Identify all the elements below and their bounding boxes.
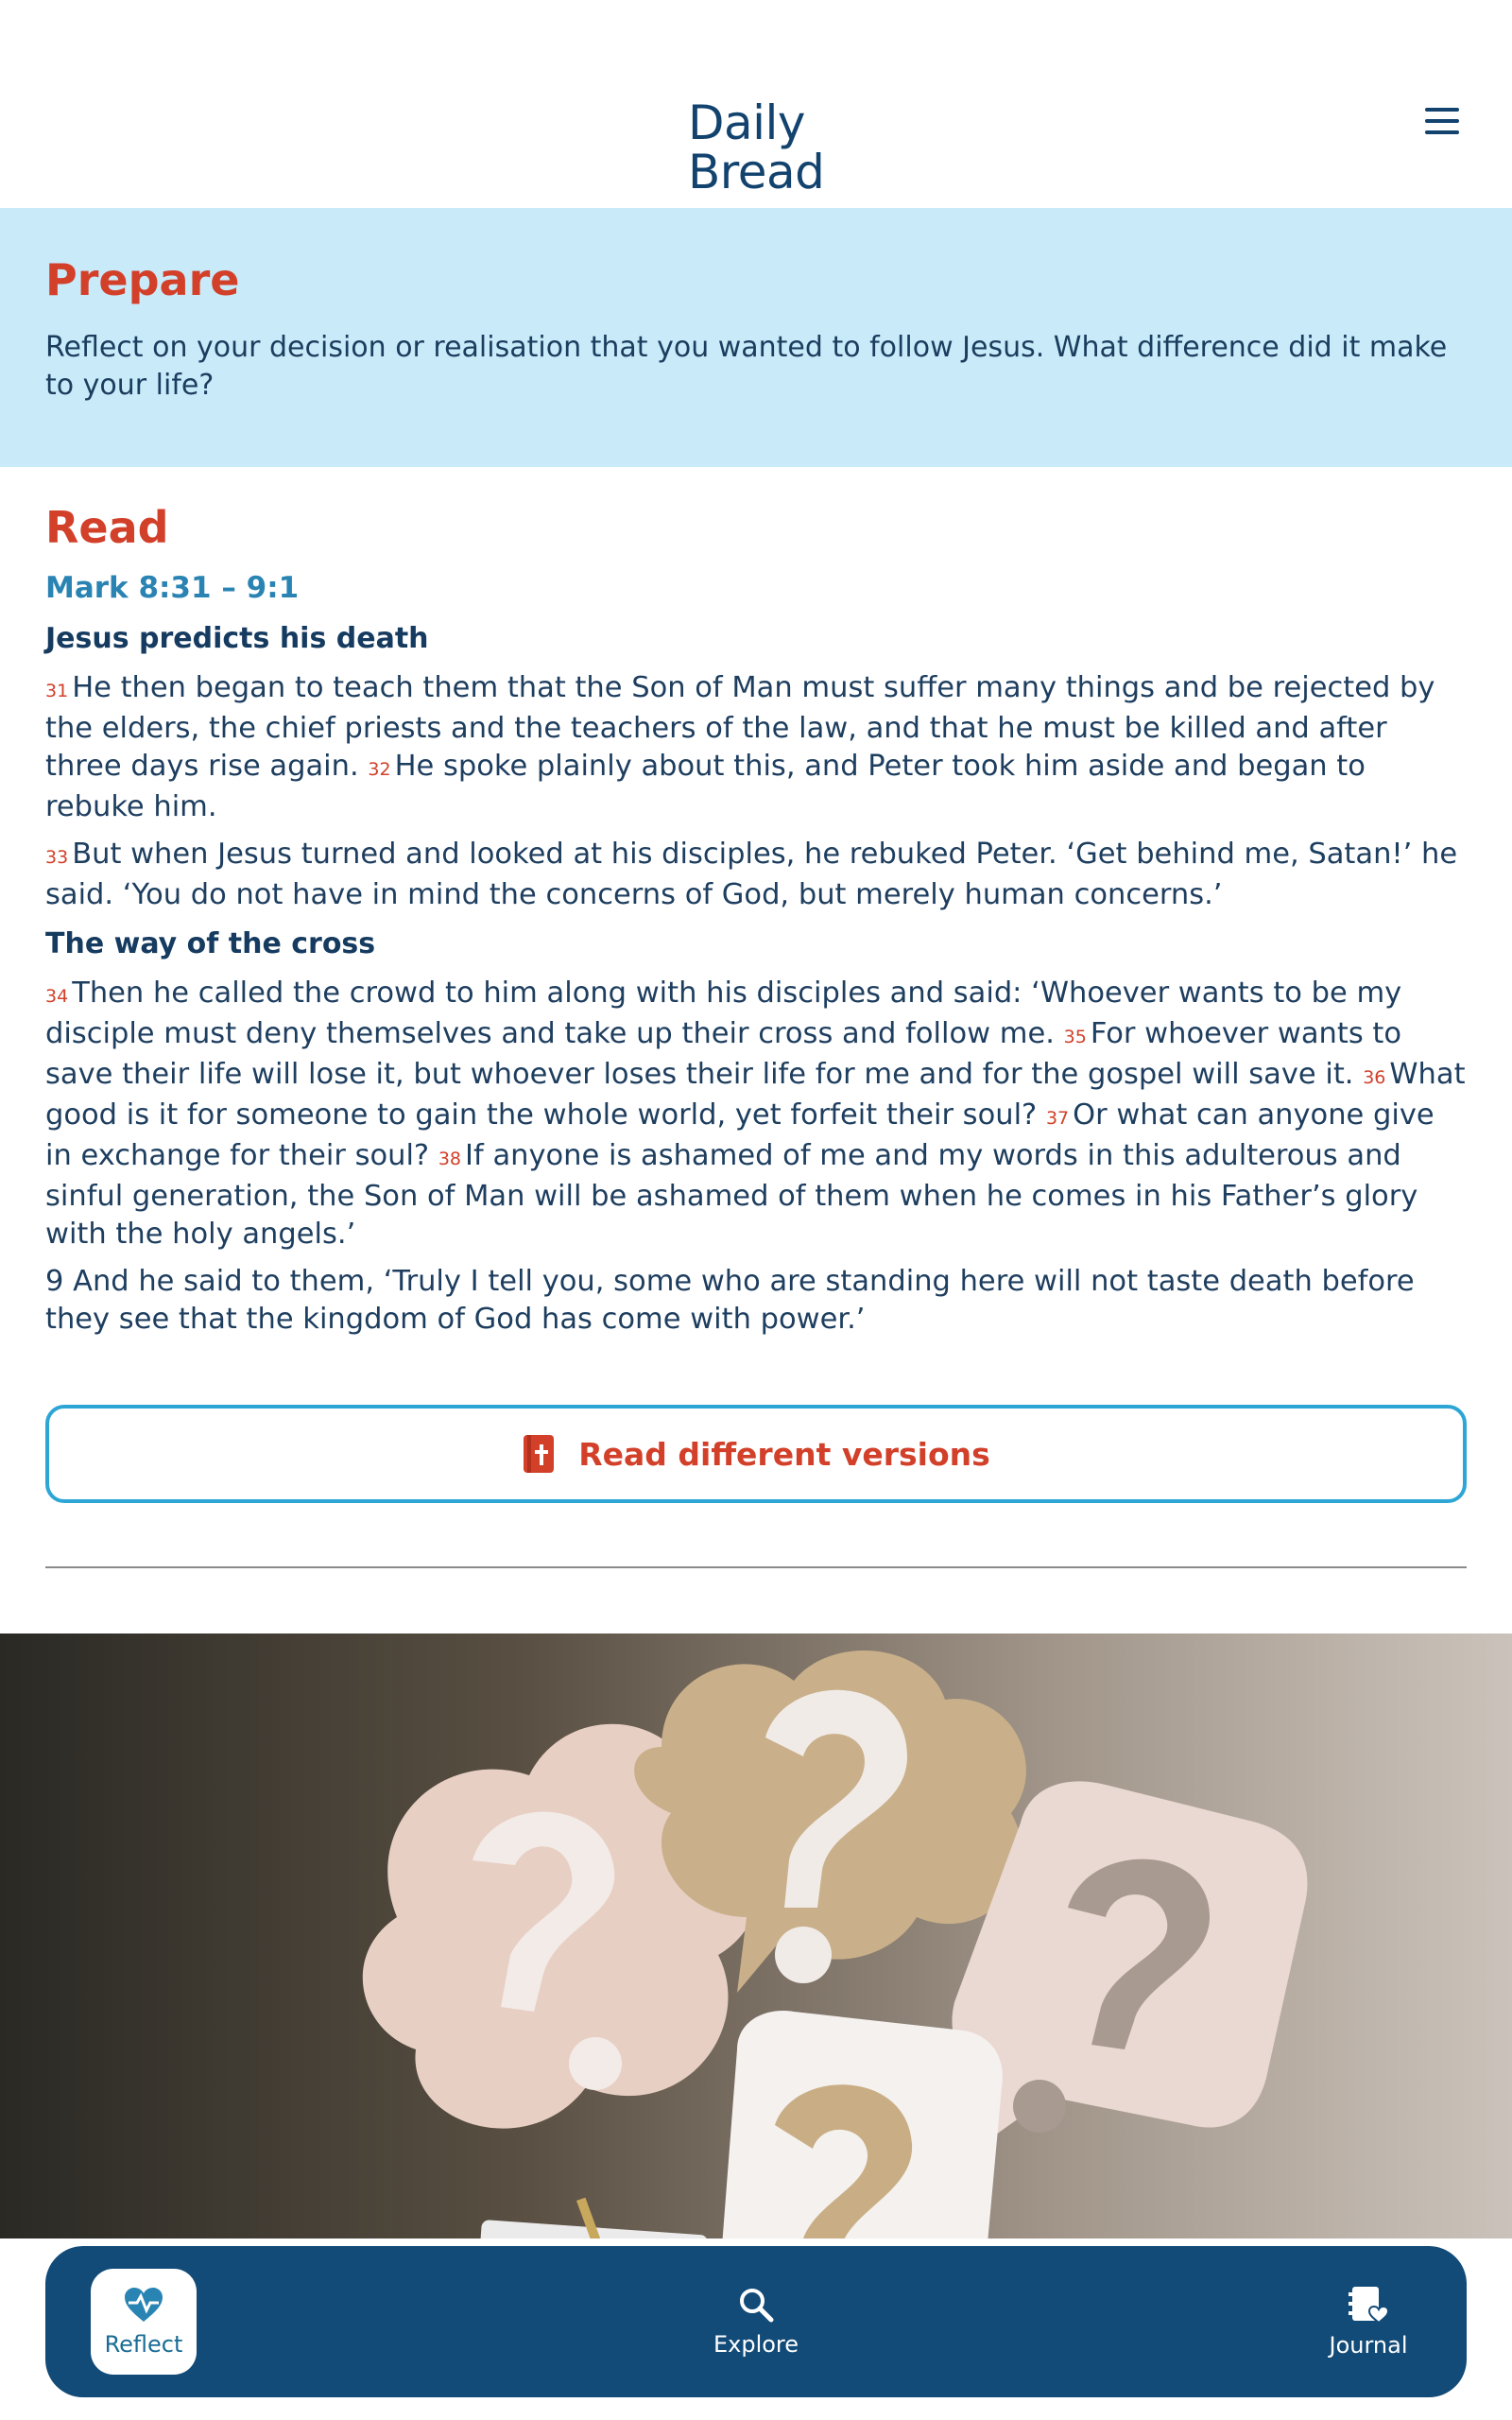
verse-text: Or what can anyone give in exchange for their soul? bbox=[45, 1098, 1435, 1172]
app-header bbox=[0, 0, 1512, 208]
prepare-section bbox=[0, 208, 1512, 467]
prepare-title: Prepare bbox=[45, 254, 240, 305]
verse-text: Then he called the crowd to him along with his disciples and said: ‘Whoever wants to be my disciple must deny themselves and take up their cross and follow me. bbox=[45, 977, 1402, 1050]
nav-explore[interactable] bbox=[703, 2269, 809, 2375]
heading-way-of-the-cross: The way of the cross bbox=[45, 927, 376, 960]
hamburger-menu-icon[interactable] bbox=[1414, 100, 1470, 142]
read-different-versions-button[interactable] bbox=[45, 1405, 1467, 1503]
daily-bread-logo[interactable] bbox=[688, 95, 825, 199]
verse-number: 37 bbox=[1045, 1108, 1070, 1129]
bottom-navigation bbox=[45, 2246, 1467, 2397]
nav-explore-label: Explore bbox=[713, 2331, 799, 2358]
verse-paragraph bbox=[45, 669, 1467, 826]
heart-pulse-icon bbox=[123, 2286, 164, 2324]
read-different-versions-label: Read different versions bbox=[578, 1435, 990, 1473]
question-marks-image bbox=[0, 1634, 1512, 2295]
verse-text: For whoever wants to save their life will lose it, but whoever loses their life for me and for the gospel will save it. bbox=[45, 1017, 1402, 1091]
verse-paragraph: 9 And he said to them, ‘Truly I tell you, some who are standing here will not taste death before they see that the kingdom of God has come with power.’ bbox=[45, 1265, 1415, 1336]
nav-reflect-label: Reflect bbox=[104, 2331, 183, 2358]
verse-paragraph bbox=[45, 975, 1467, 1253]
scripture-reference: Mark 8:31 – 9:1 bbox=[45, 571, 300, 605]
nav-journal[interactable] bbox=[1315, 2269, 1421, 2375]
verse-number: 32 bbox=[368, 759, 391, 780]
verse-number: 35 bbox=[1063, 1027, 1087, 1047]
nav-reflect[interactable] bbox=[91, 2269, 197, 2375]
verse-text: He then began to teach them that the Son of Man must suffer many things and be rejected by the elders, the chief priests and the teachers of the law, and that he must be killed and after three days rise again. bbox=[45, 671, 1435, 783]
logo-line-2: Bread bbox=[688, 145, 825, 199]
bible-icon bbox=[522, 1433, 556, 1475]
verse-text: If anyone is ashamed of me and my words in this adulterous and sinful generation, the Son of Man will be ashamed of them when he comes in his Father’s glory with the holy angels.’ bbox=[45, 1139, 1418, 1251]
verse-paragraph bbox=[45, 836, 1467, 914]
verse-number: 34 bbox=[45, 986, 69, 1007]
read-title: Read bbox=[45, 502, 169, 553]
prepare-text: Reflect on your decision or realisation that you wanted to follow Jesus. What difference did it make to your life? bbox=[45, 331, 1448, 402]
verse-number: 36 bbox=[1363, 1067, 1386, 1088]
verse-text: He spoke plainly about this, and Peter took him aside and began to rebuke him. bbox=[45, 750, 1366, 823]
verse-text: What good is it for someone to gain the whole world, yet forfeit their soul? bbox=[45, 1058, 1466, 1132]
nav-journal-label: Journal bbox=[1329, 2332, 1408, 2359]
read-section bbox=[45, 501, 1467, 1339]
logo-line-1: Daily bbox=[688, 95, 806, 150]
verse-number: 33 bbox=[45, 847, 69, 868]
search-icon bbox=[737, 2286, 775, 2324]
verse-text: But when Jesus turned and looked at his disciples, he rebuked Peter. ‘Get behind me, Satan!’ he said. ‘You do not have in mind the concerns of God, but merely human concerns.’ bbox=[45, 838, 1458, 911]
divider bbox=[45, 1566, 1467, 1568]
journal-icon bbox=[1349, 2285, 1388, 2325]
verse-number: 31 bbox=[45, 681, 69, 701]
heading-jesus-predicts-death: Jesus predicts his death bbox=[45, 622, 429, 655]
verse-number: 38 bbox=[438, 1149, 462, 1169]
